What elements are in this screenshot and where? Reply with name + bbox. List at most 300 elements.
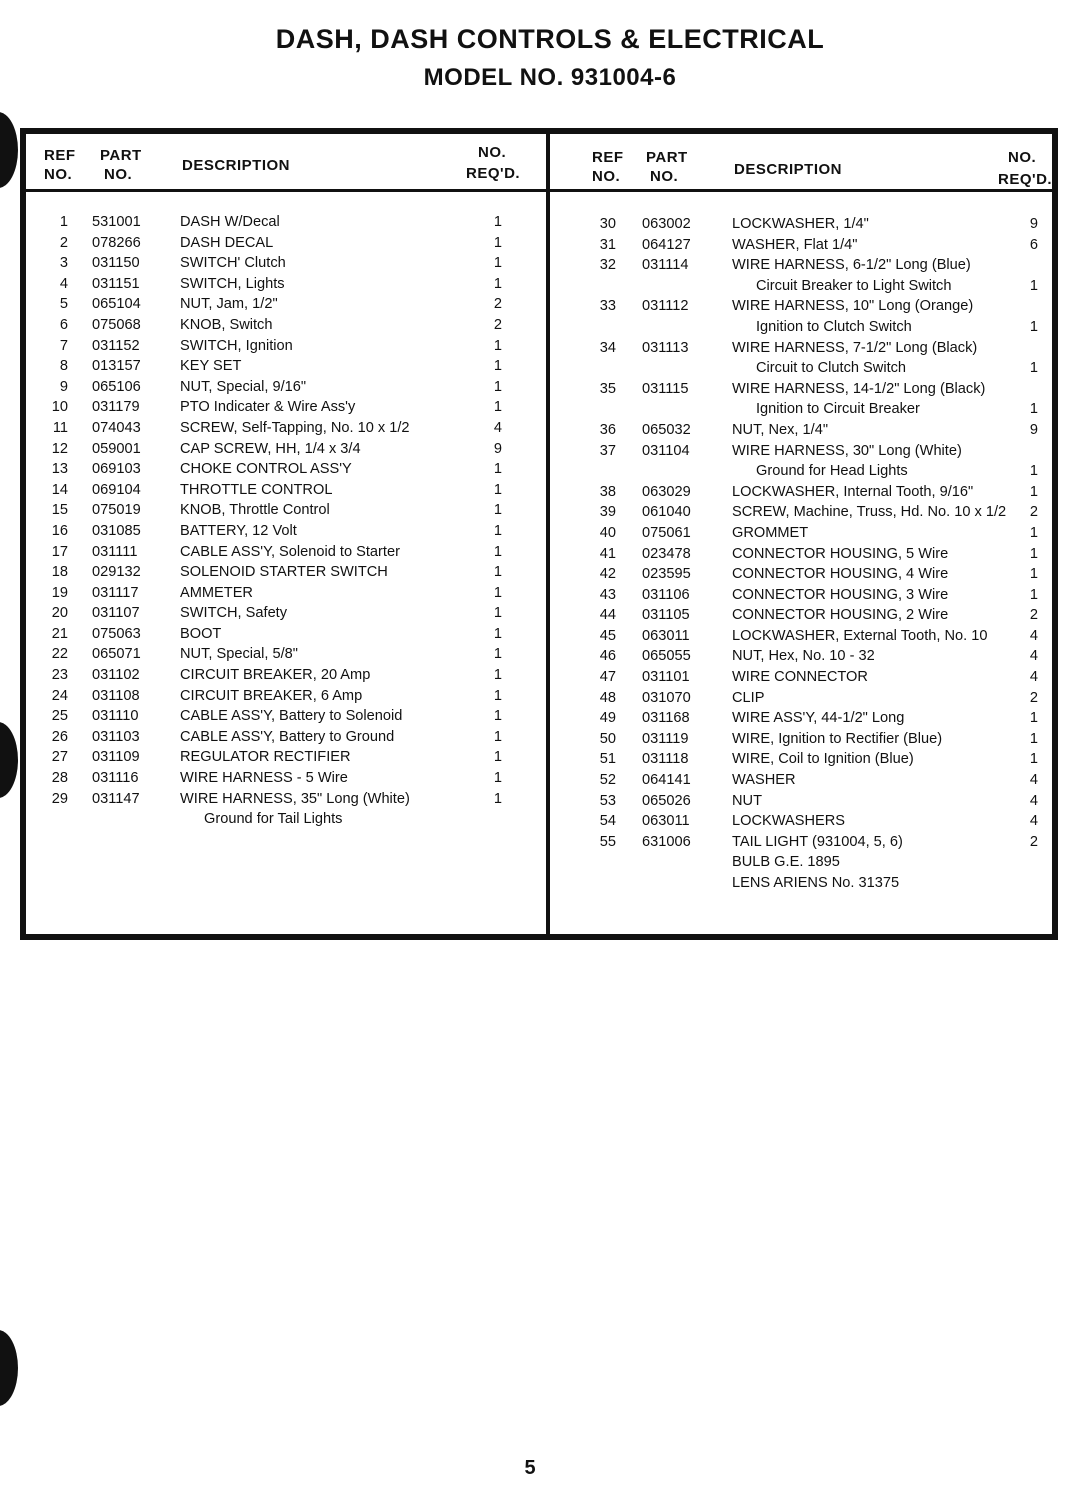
description: GROMMET	[732, 524, 809, 541]
table-row	[26, 336, 546, 357]
table-row	[26, 706, 546, 727]
table-row	[26, 397, 546, 418]
table-row	[550, 791, 1052, 812]
part-number: 031151	[92, 275, 140, 292]
table-row	[550, 358, 1052, 379]
table-row	[550, 296, 1052, 317]
description: PTO Indicater & Wire Ass'y	[180, 399, 356, 416]
description: LOCKWASHERS	[732, 813, 845, 830]
table-row	[550, 564, 1052, 585]
ref-number: 12	[51, 440, 68, 457]
description: KNOB, Throttle Control	[180, 502, 330, 519]
description: CONNECTOR HOUSING, 5 Wire	[732, 545, 949, 562]
description: CIRCUIT BREAKER, 20 Amp	[180, 667, 371, 684]
description: Circuit Breaker to Light Switch	[756, 277, 952, 294]
quantity: 1	[1029, 483, 1038, 500]
description: AMMETER	[180, 584, 253, 601]
part-number: 061040	[642, 504, 691, 521]
description: DASH W/Decal	[180, 214, 280, 230]
description: Ignition to Clutch Switch	[756, 318, 912, 335]
ref-number: 25	[51, 708, 68, 725]
description: DASH DECAL	[180, 234, 274, 251]
ref-number: 45	[599, 627, 616, 644]
part-number: 031103	[92, 728, 140, 745]
description: NUT, Hex, No. 10 - 32	[732, 648, 875, 665]
quantity: 1	[493, 625, 502, 642]
part-number: 074043	[92, 419, 141, 436]
table-row	[550, 852, 1052, 873]
quantity: 4	[1029, 669, 1038, 686]
ref-number: 8	[59, 358, 68, 375]
part-number: 631006	[642, 833, 691, 850]
part-number: 031115	[642, 380, 689, 397]
description: WIRE HARNESS - 5 Wire	[180, 770, 348, 787]
table-row	[26, 294, 546, 315]
table-row	[550, 544, 1052, 565]
part-number: 031168	[642, 710, 690, 727]
part-number: 075068	[92, 316, 141, 333]
table-row	[550, 873, 1052, 894]
ref-number: 40	[599, 524, 616, 541]
ref-number: 18	[51, 564, 68, 581]
table-row	[26, 500, 546, 521]
ref-number: 22	[51, 646, 68, 663]
description: SOLENOID STARTER SWITCH	[180, 564, 388, 581]
table-row	[26, 233, 546, 254]
part-number: 031109	[92, 749, 140, 766]
description: CLIP	[732, 689, 765, 706]
table-row	[550, 585, 1052, 606]
ref-number: 50	[599, 730, 616, 747]
quantity: 1	[493, 275, 502, 292]
description: REGULATOR RECTIFIER	[180, 749, 351, 766]
table-header-left	[26, 134, 546, 192]
part-number: 064127	[642, 236, 691, 253]
part-number: 031114	[642, 257, 689, 274]
table-row	[550, 255, 1052, 276]
description: NUT, Special, 5/8"	[180, 646, 298, 663]
table-row	[550, 338, 1052, 359]
ref-number: 39	[599, 504, 616, 521]
part-number: 075063	[92, 625, 141, 642]
description: CABLE ASS'Y, Battery to Solenoid	[180, 708, 403, 725]
ref-number: 29	[51, 790, 68, 807]
description: KEY SET	[180, 358, 242, 375]
ref-number: 32	[599, 257, 616, 274]
table-row	[26, 789, 546, 810]
ref-number: 51	[599, 751, 616, 768]
part-number: 031107	[92, 605, 140, 622]
description: CIRCUIT BREAKER, 6 Amp	[180, 687, 363, 704]
description: KNOB, Switch	[180, 316, 273, 333]
quantity: 4	[1029, 813, 1038, 830]
header-description: DESCRIPTION	[182, 157, 291, 174]
description: LENS ARIENS No. 31375	[732, 875, 900, 891]
table-row	[550, 379, 1052, 400]
quantity: 1	[493, 234, 502, 251]
quantity: 1	[493, 214, 502, 230]
ref-number: 42	[599, 566, 616, 583]
parts-list-right	[550, 214, 1052, 894]
description: Circuit to Clutch Switch	[756, 360, 907, 377]
quantity: 1	[493, 646, 502, 663]
quantity: 1	[493, 337, 502, 354]
quantity: 6	[1029, 236, 1038, 253]
quantity: 1	[493, 522, 502, 539]
quantity: 1	[493, 502, 502, 519]
quantity: 2	[1029, 607, 1038, 624]
description: WIRE HARNESS, 7-1/2" Long (Black)	[732, 339, 978, 356]
part-number: 069104	[92, 481, 141, 498]
description: SWITCH, Ignition	[180, 337, 293, 354]
quantity: 2	[493, 316, 502, 333]
quantity: 1	[1029, 710, 1038, 727]
quantity: 2	[493, 296, 502, 313]
table-row	[26, 809, 546, 830]
ref-number: 30	[599, 216, 616, 232]
description: SCREW, Machine, Truss, Hd. No. 10 x 1/2	[732, 504, 1007, 521]
quantity: 1	[1029, 524, 1038, 541]
description: WIRE, Coil to Ignition (Blue)	[732, 751, 914, 768]
header-qty-no: NO.	[478, 144, 507, 161]
ref-number: 36	[599, 421, 616, 438]
table-row	[26, 439, 546, 460]
table-row	[550, 420, 1052, 441]
quantity: 1	[1029, 545, 1038, 562]
quantity: 1	[1029, 463, 1038, 480]
part-number: 531001	[92, 214, 141, 230]
part-number: 031101	[642, 669, 690, 686]
part-number: 031104	[642, 442, 690, 459]
table-row	[26, 542, 546, 563]
ref-number: 27	[51, 749, 68, 766]
model-number: MODEL NO. 931004-6	[423, 64, 677, 91]
part-number: 023595	[642, 566, 691, 583]
table-row	[26, 377, 546, 398]
ref-number: 28	[51, 770, 68, 787]
ref-number: 47	[599, 669, 616, 686]
quantity: 1	[493, 564, 502, 581]
ref-number: 5	[59, 296, 68, 313]
description: THROTTLE CONTROL	[180, 481, 333, 498]
table-row	[26, 480, 546, 501]
quantity: 1	[1029, 360, 1038, 377]
ref-number: 55	[599, 833, 616, 850]
ref-number: 2	[59, 234, 68, 251]
table-row	[26, 212, 546, 233]
page-title: DASH, DASH CONTROLS & ELECTRICAL	[275, 24, 825, 54]
part-number: 023478	[642, 545, 691, 562]
quantity: 1	[1029, 401, 1038, 418]
description: CONNECTOR HOUSING, 3 Wire	[732, 586, 949, 603]
header-qty-reqd: REQ'D.	[998, 171, 1053, 188]
ref-number: 21	[51, 625, 68, 642]
header-ref-no: NO.	[44, 166, 73, 183]
quantity: 1	[1029, 730, 1038, 747]
description: BULB G.E. 1895	[732, 854, 840, 871]
ref-number: 38	[599, 483, 616, 500]
table-row	[550, 399, 1052, 420]
quantity: 1	[493, 728, 502, 745]
quantity: 1	[493, 667, 502, 684]
quantity: 1	[493, 543, 502, 560]
ref-number: 37	[599, 442, 616, 459]
quantity: 1	[493, 399, 502, 416]
header-ref: REF	[592, 149, 624, 166]
table-header-right	[550, 134, 1052, 192]
part-number: 029132	[92, 564, 141, 581]
ref-number: 14	[51, 481, 68, 498]
ref-number: 41	[599, 545, 616, 562]
table-row	[26, 624, 546, 645]
table-row	[26, 603, 546, 624]
quantity: 1	[1029, 277, 1038, 294]
quantity: 1	[493, 770, 502, 787]
table-row	[26, 253, 546, 274]
table-row	[550, 461, 1052, 482]
table-row	[550, 770, 1052, 791]
quantity: 1	[493, 481, 502, 498]
header-part: PART	[100, 147, 142, 164]
header-qty-no: NO.	[1008, 149, 1037, 166]
part-number: 078266	[92, 234, 141, 251]
description: CHOKE CONTROL ASS'Y	[180, 461, 352, 478]
quantity: 2	[1029, 689, 1038, 706]
description: SWITCH, Safety	[180, 605, 288, 622]
ref-number: 1	[59, 214, 68, 230]
part-number: 031102	[92, 667, 140, 684]
quantity: 4	[1029, 772, 1038, 789]
ref-number: 24	[51, 687, 68, 704]
table-row	[550, 646, 1052, 667]
description: LOCKWASHER, External Tooth, No. 10	[732, 627, 988, 644]
table-row	[26, 356, 546, 377]
header-ref: REF	[44, 147, 76, 164]
ref-number: 15	[51, 502, 68, 519]
description: LOCKWASHER, 1/4"	[732, 216, 869, 232]
quantity: 1	[493, 605, 502, 622]
part-number: 031179	[92, 399, 140, 416]
table-row	[26, 686, 546, 707]
part-number: 031085	[92, 522, 141, 539]
description: BOOT	[180, 625, 222, 642]
ref-number: 49	[599, 710, 616, 727]
ref-number: 52	[599, 772, 616, 789]
table-row	[26, 459, 546, 480]
ref-number: 19	[51, 584, 68, 601]
table-row	[26, 727, 546, 748]
quantity: 1	[493, 687, 502, 704]
parts-list-left	[26, 212, 546, 830]
description: WASHER, Flat 1/4"	[732, 236, 858, 253]
ref-number: 54	[599, 813, 616, 830]
table-row	[26, 315, 546, 336]
quantity: 1	[493, 749, 502, 766]
ref-number: 46	[599, 648, 616, 665]
part-number: 065071	[92, 646, 141, 663]
part-number: 031117	[92, 584, 139, 601]
table-row	[550, 708, 1052, 729]
description: CAP SCREW, HH, 1/4 x 3/4	[180, 440, 361, 457]
binder-hole	[0, 112, 18, 188]
part-number: 065055	[642, 648, 691, 665]
ref-number: 44	[599, 607, 616, 624]
ref-number: 34	[599, 339, 616, 356]
part-number: 031105	[642, 607, 690, 624]
table-row	[550, 523, 1052, 544]
table-row	[26, 665, 546, 686]
description: Ground for Tail Lights	[204, 811, 343, 828]
table-row	[550, 832, 1052, 853]
table-row	[550, 502, 1052, 523]
table-row	[26, 583, 546, 604]
part-number: 031147	[92, 790, 140, 807]
part-number: 059001	[92, 440, 141, 457]
description: WIRE ASS'Y, 44-1/2" Long	[732, 710, 905, 727]
description: WIRE HARNESS, 14-1/2" Long (Black)	[732, 380, 986, 397]
quantity: 1	[1029, 586, 1038, 603]
table-row	[550, 317, 1052, 338]
binder-hole	[0, 1330, 18, 1406]
header-qty-reqd: REQ'D.	[466, 165, 521, 182]
quantity: 9	[1029, 421, 1038, 438]
ref-number: 20	[51, 605, 68, 622]
part-number: 031152	[92, 337, 140, 354]
part-number: 063011	[642, 813, 690, 830]
quantity: 9	[1029, 216, 1038, 232]
description: TAIL LIGHT (931004, 5, 6)	[732, 833, 903, 850]
quantity: 1	[493, 790, 502, 807]
ref-number: 43	[599, 586, 616, 603]
description: WIRE CONNECTOR	[732, 669, 868, 686]
ref-number: 13	[51, 461, 68, 478]
part-number: 031112	[642, 298, 689, 315]
ref-number: 23	[51, 667, 68, 684]
table-row	[550, 667, 1052, 688]
description: CABLE ASS'Y, Battery to Ground	[180, 728, 395, 745]
description: WIRE HARNESS, 35" Long (White)	[180, 790, 410, 807]
table-row	[550, 276, 1052, 297]
table-row	[550, 688, 1052, 709]
table-row	[550, 482, 1052, 503]
quantity: 4	[493, 419, 502, 436]
parts-table	[20, 128, 1058, 940]
quantity: 1	[493, 708, 502, 725]
ref-number: 17	[51, 543, 68, 560]
description: CABLE ASS'Y, Solenoid to Starter	[180, 543, 400, 560]
ref-number: 10	[51, 399, 68, 416]
header-part: PART	[646, 149, 688, 166]
quantity: 1	[493, 255, 502, 272]
part-number: 069103	[92, 461, 141, 478]
part-number: 064141	[642, 772, 691, 789]
ref-number: 11	[52, 419, 68, 436]
table-row	[26, 562, 546, 583]
quantity: 1	[1029, 566, 1038, 583]
ref-number: 35	[599, 380, 616, 397]
part-number: 065106	[92, 378, 141, 395]
description: WASHER	[732, 772, 796, 789]
ref-number: 53	[599, 792, 616, 809]
part-number: 031113	[642, 339, 689, 356]
description: NUT, Nex, 1/4"	[732, 421, 829, 438]
binder-hole	[0, 722, 18, 798]
table-row	[550, 441, 1052, 462]
part-number: 031106	[642, 586, 690, 603]
part-number: 063002	[642, 216, 691, 232]
part-number: 031108	[92, 687, 140, 704]
quantity: 2	[1029, 833, 1038, 850]
description: NUT	[732, 792, 762, 809]
quantity: 9	[493, 440, 502, 457]
table-row	[26, 644, 546, 665]
table-row	[550, 811, 1052, 832]
table-row	[26, 274, 546, 295]
quantity: 4	[1029, 648, 1038, 665]
table-row	[550, 749, 1052, 770]
description: WIRE, Ignition to Rectifier (Blue)	[732, 730, 943, 747]
table-row	[26, 747, 546, 768]
ref-number: 33	[599, 298, 616, 315]
part-number: 063029	[642, 483, 691, 500]
table-row	[550, 214, 1052, 235]
header-ref-no: NO.	[592, 168, 621, 185]
header-part-no: NO.	[650, 168, 679, 185]
quantity: 1	[493, 358, 502, 375]
table-row	[550, 605, 1052, 626]
part-number: 075061	[642, 524, 691, 541]
table-row	[550, 626, 1052, 647]
part-number: 031116	[92, 770, 139, 787]
description: SCREW, Self-Tapping, No. 10 x 1/2	[180, 419, 410, 436]
description: SWITCH' Clutch	[180, 255, 286, 272]
part-number: 031070	[642, 689, 691, 706]
ref-number: 31	[599, 236, 616, 253]
quantity: 1	[1029, 751, 1038, 768]
quantity: 4	[1029, 627, 1038, 644]
part-number: 031111	[92, 543, 138, 560]
ref-number: 7	[59, 337, 68, 354]
description: SWITCH, Lights	[180, 275, 285, 292]
part-number: 065104	[92, 296, 141, 313]
description: CONNECTOR HOUSING, 4 Wire	[732, 566, 949, 583]
ref-number: 4	[59, 275, 68, 292]
part-number: 031110	[92, 708, 139, 725]
table-row	[26, 521, 546, 542]
quantity: 4	[1029, 792, 1038, 809]
quantity: 1	[1029, 318, 1038, 335]
part-number: 065026	[642, 792, 691, 809]
description: Ignition to Circuit Breaker	[756, 401, 920, 418]
description: NUT, Special, 9/16"	[180, 378, 307, 395]
description: Ground for Head Lights	[756, 463, 908, 480]
description: WIRE HARNESS, 30" Long (White)	[732, 442, 962, 459]
part-number: 063011	[642, 627, 690, 644]
description: LOCKWASHER, Internal Tooth, 9/16"	[732, 483, 974, 500]
part-number: 031118	[642, 751, 689, 768]
description: NUT, Jam, 1/2"	[180, 296, 278, 313]
part-number: 031150	[92, 255, 140, 272]
ref-number: 9	[59, 378, 68, 395]
quantity: 1	[493, 584, 502, 601]
description: BATTERY, 12 Volt	[180, 522, 297, 539]
table-row	[550, 729, 1052, 750]
description: CONNECTOR HOUSING, 2 Wire	[732, 607, 949, 624]
ref-number: 6	[59, 316, 68, 333]
page-number: 5	[524, 1457, 536, 1479]
ref-number: 16	[51, 522, 68, 539]
table-row	[26, 768, 546, 789]
